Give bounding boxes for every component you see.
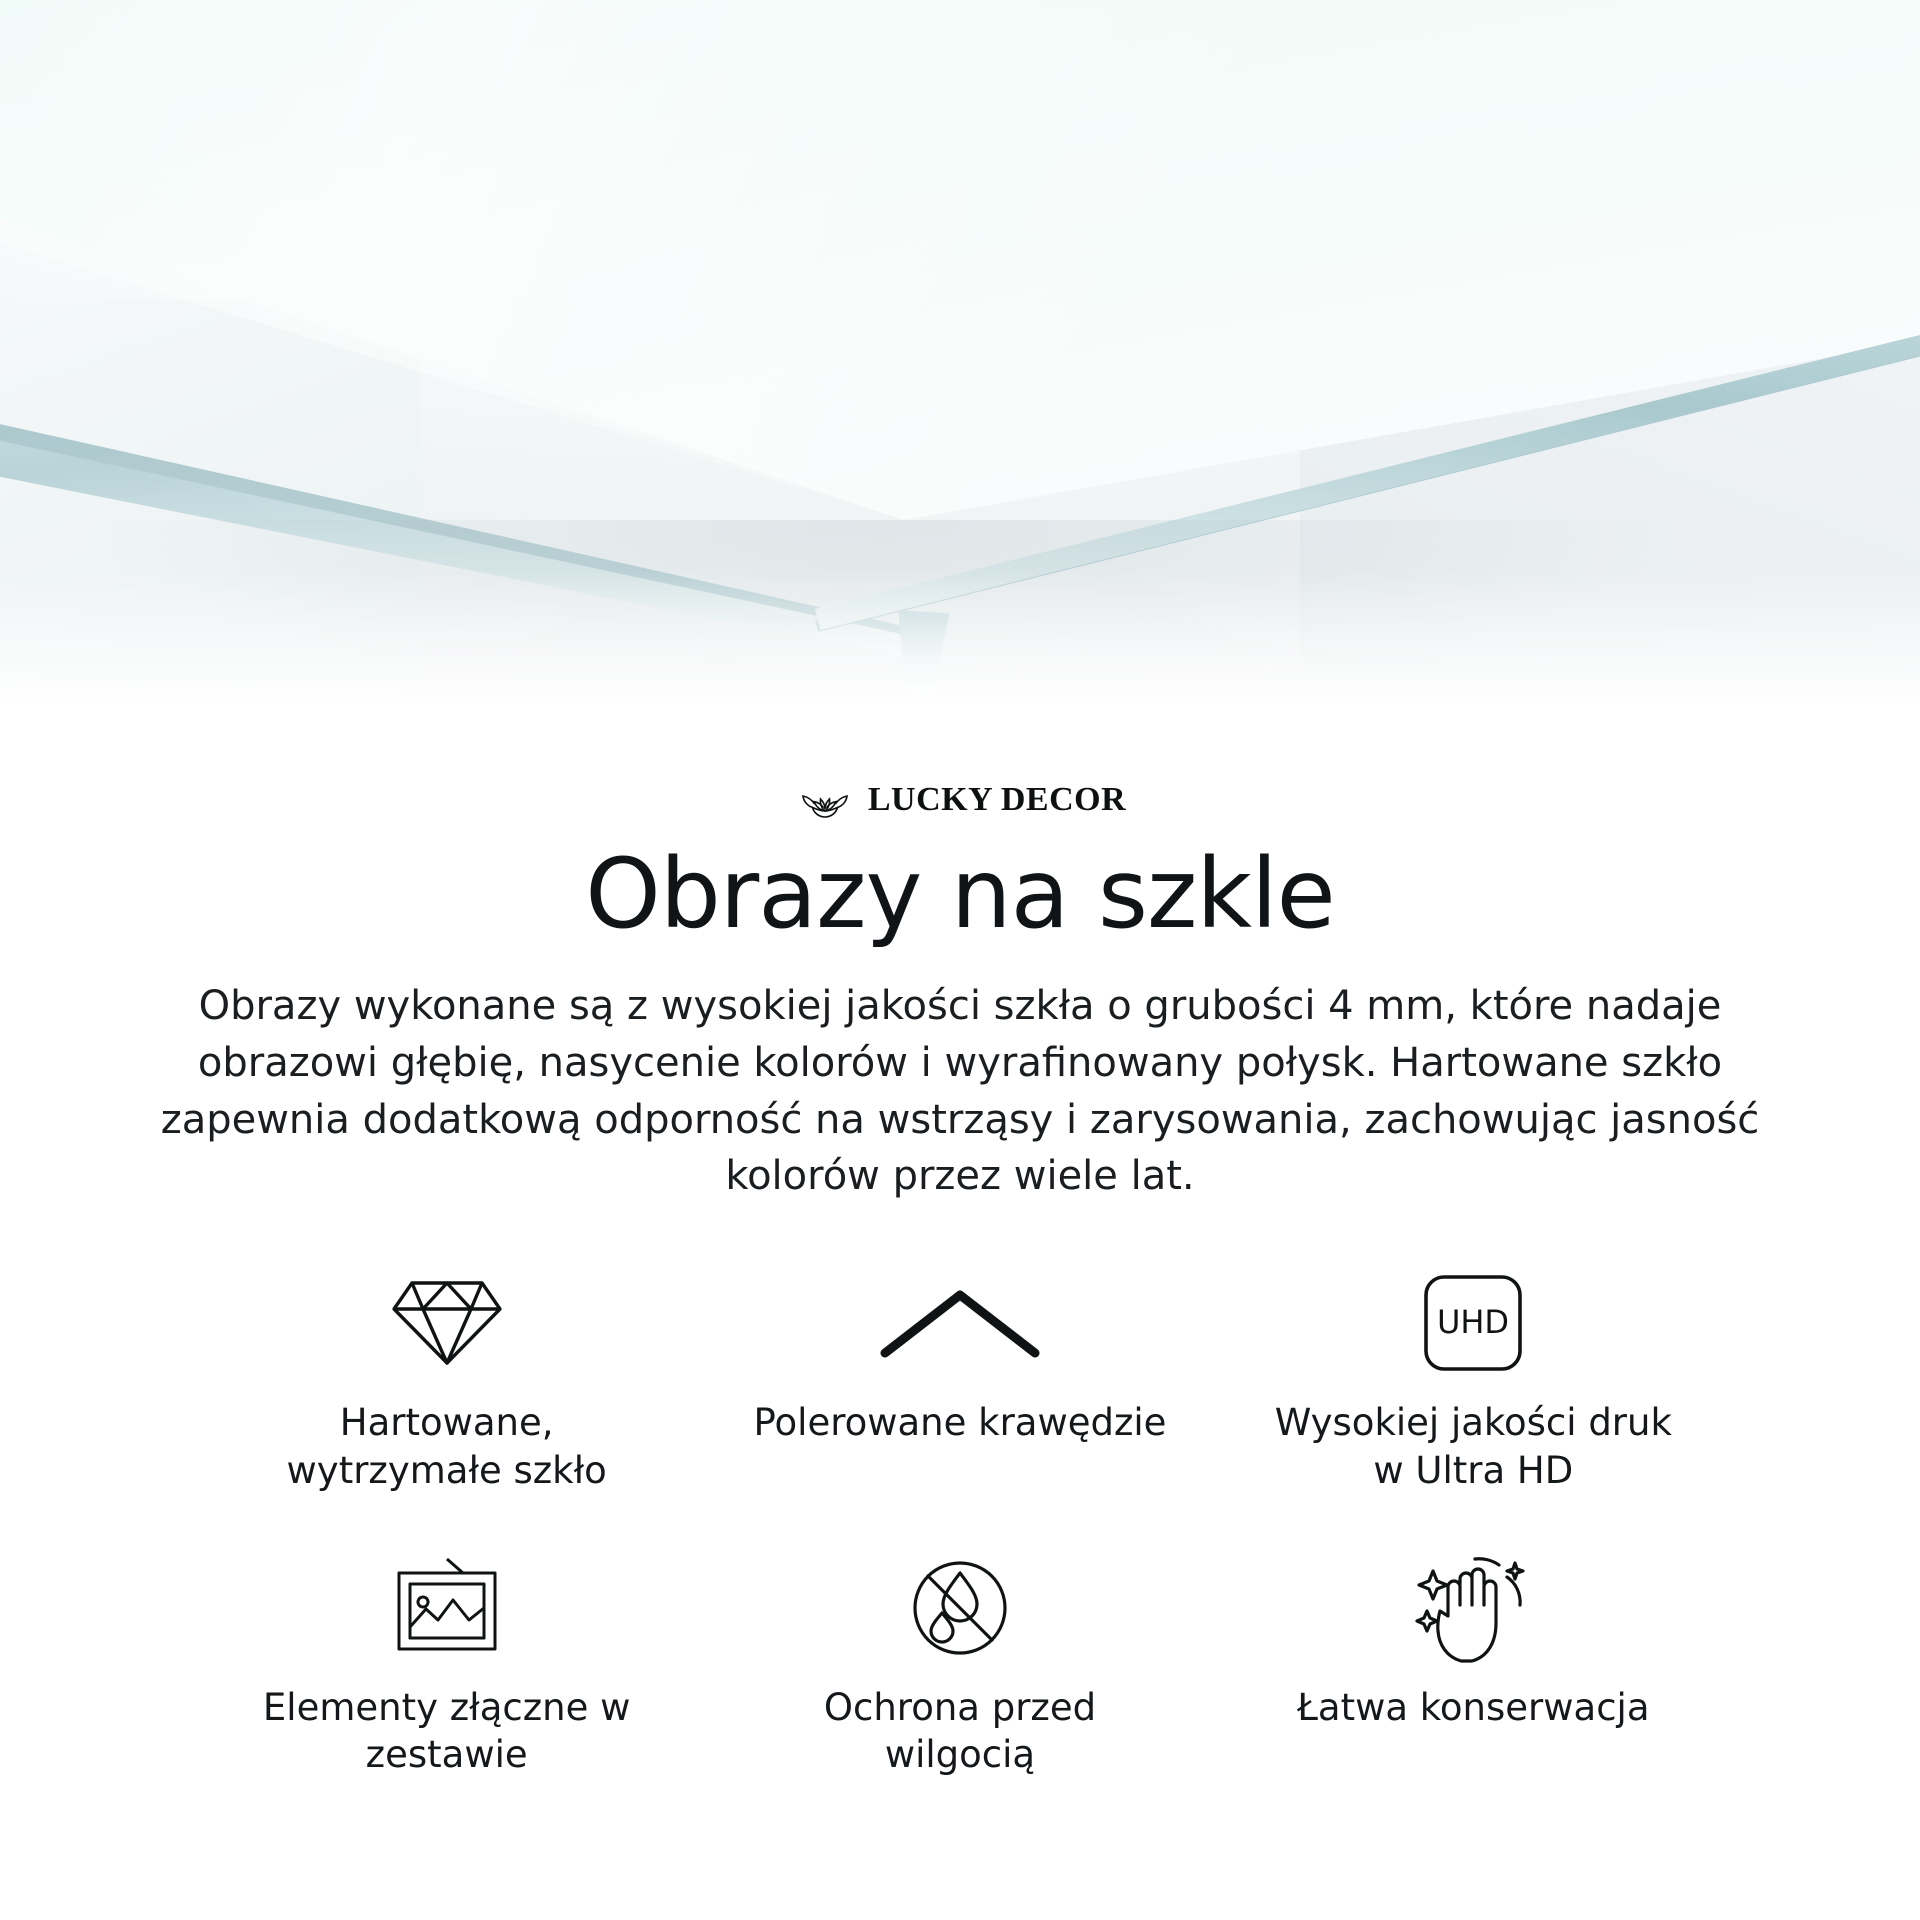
feature-polished-edges — [703, 1263, 1216, 1494]
uhd-badge-icon — [1414, 1263, 1532, 1383]
cleaning-hand-icon — [1403, 1548, 1543, 1668]
content-area — [0, 760, 1920, 1779]
feature-label: Łatwa konserwacja — [1297, 1685, 1650, 1729]
no-moisture-icon — [900, 1548, 1020, 1668]
framed-picture-icon — [383, 1548, 511, 1668]
lotus-icon — [794, 780, 856, 820]
feature-label: Elementy złączne w zestawie — [262, 1685, 631, 1777]
feature-easy-maintenance — [1217, 1548, 1730, 1779]
features-grid — [190, 1263, 1730, 1778]
diamond-icon — [388, 1263, 506, 1383]
brand-lockup — [0, 780, 1920, 820]
chevron-up-icon — [875, 1263, 1045, 1383]
hero-bottom-fade — [0, 570, 1920, 760]
feature-label: Hartowane, wytrzymałe szkło — [286, 1401, 607, 1492]
feature-label: Wysokiej jakości druk w Ultra HD — [1274, 1401, 1672, 1492]
feature-label: Ochrona przed wilgocią — [823, 1685, 1097, 1777]
hero-glass-image — [0, 0, 1920, 760]
feature-tempered-glass — [190, 1263, 703, 1494]
brand-name: LUCKY DECOR — [867, 781, 1127, 818]
feature-uhd-print — [1217, 1263, 1730, 1494]
feature-label: Polerowane krawędzie — [753, 1401, 1167, 1445]
intro-paragraph: Obrazy wykonane są z wysokiej jakości szkła o grubości 4 mm, które nadaje obrazowi głębię, nasycenie kolorów i wyrafinowany połysk. Hartowane szkło zapewnia dodatkową odporność na wstrząsy i zarysowania, zachowując jasność kolorów przez wiele lat. — [160, 983, 1760, 1200]
feature-mounting-parts — [190, 1548, 703, 1779]
uhd-badge-text: UHD — [1437, 1303, 1510, 1342]
page-title: Obrazy na szkle — [585, 838, 1335, 950]
feature-moisture-protection — [703, 1548, 1216, 1779]
